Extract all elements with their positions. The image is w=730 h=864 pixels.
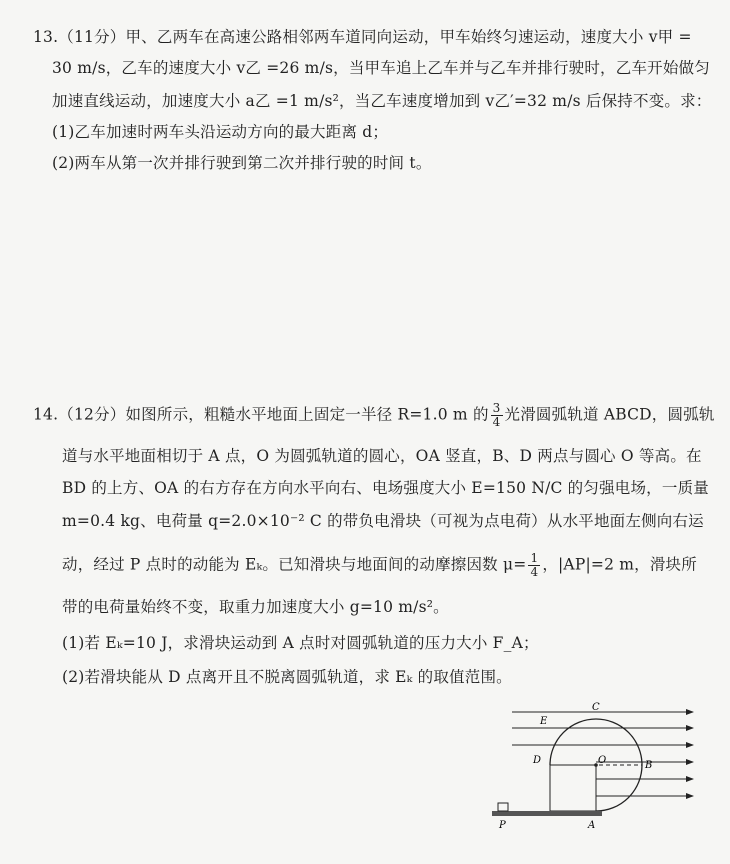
q13-line-1: 13.（11分）甲、乙两车在高速公路相邻两车道同向运动，甲车始终匀速运动，速度大小 v甲 = (33, 28, 692, 46)
q14-line-1-pre: 14.（12分）如图所示，粗糙水平地面上固定一半径 R=1.0 m 的 (33, 405, 489, 424)
q13-line-5: (2)两车从第一次并排行驶到第二次并排行驶的时间 t。 (52, 154, 432, 172)
frac-num: 1 (530, 551, 539, 565)
frac-num: 3 (492, 401, 501, 415)
q14-line-2: 道与水平地面相切于 A 点，O 为圆弧轨道的圆心，OA 竖直，B、D 两点与圆心 O 等高。在 (62, 447, 702, 465)
label-a: A (588, 820, 596, 831)
one-quarter-fraction (528, 552, 540, 579)
label-e: E (540, 716, 548, 727)
q13-line-3: 加速直线运动，加速度大小 a乙 =1 m/s²，当乙车速度增加到 v乙′=32 m/s 后保持不变。求： (52, 92, 712, 110)
q14-line-5-pre: 动，经过 P 点时的动能为 Eₖ。已知滑块与地面间的动摩擦因数 μ= (62, 555, 527, 574)
slider-block (498, 803, 508, 811)
support-block (550, 765, 596, 811)
q14-line-4: m=0.4 kg、电荷量 q=2.0×10⁻² C 的带负电滑块（可视为点电荷）从水平地面左侧向右运 (62, 512, 704, 530)
q14-line-3: BD 的上方、OA 的右方存在方向水平向右、电场强度大小 E=150 N/C 的匀强电场，一质量 (62, 479, 709, 497)
label-c: C (592, 702, 600, 713)
q14-line-5 (62, 552, 697, 579)
label-o: O (598, 755, 607, 766)
q14-line-7: (1)若 Eₖ=10 J，求滑块运动到 A 点时对圆弧轨道的压力大小 F_A； (62, 634, 539, 652)
q13-line-4: (1)乙车加速时两车头沿运动方向的最大距离 d； (52, 123, 389, 141)
q14-line-6: 带的电荷量始终不变，取重力加速度大小 g=10 m/s²。 (62, 598, 449, 616)
circular-track-diagram (488, 700, 708, 835)
label-p: P (499, 820, 506, 831)
q14-line-8: (2)若滑块能从 D 点离开且不脱离圆弧轨道，求 Eₖ 的取值范围。 (62, 668, 512, 686)
frac-den: 4 (530, 565, 539, 579)
q14-line-5-post: ，|AP|=2 m，滑块所 (542, 555, 697, 574)
q14-line-1 (33, 402, 715, 429)
q14-line-1-post: 光滑圆弧轨道 ABCD，圆弧轨 (504, 405, 715, 424)
ground (492, 811, 602, 816)
q13-line-2: 30 m/s，乙车的速度大小 v乙 =26 m/s，当甲车追上乙车并与乙车并排行驶时，乙车开始做匀 (52, 59, 710, 77)
frac-den: 4 (492, 415, 501, 429)
label-d: D (533, 755, 542, 766)
label-b: B (645, 760, 653, 771)
three-quarters-fraction (491, 402, 503, 429)
